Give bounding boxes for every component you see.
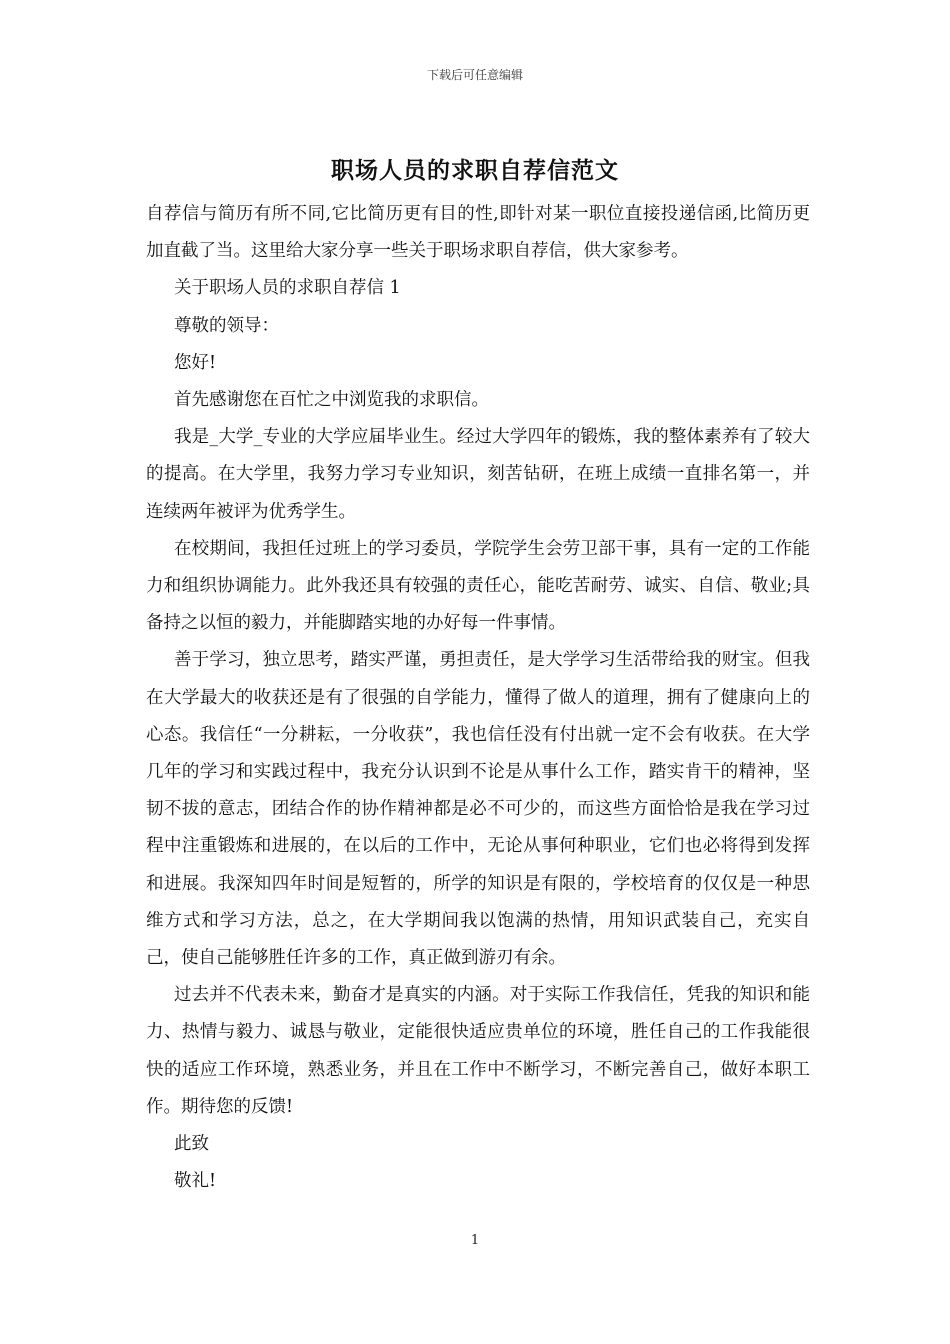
greeting: 您好!: [174, 352, 217, 373]
body-paragraph: 善于学习，独立思考，踏实严谨，勇担责任，是大学学习生活带给我的财宝。但我在大学最大的收获还是有了很强的自学能力，懂得了做人的道理，拥有了健康向上的心态。我信任“一分耕耘，一分收获”，我也信任没有付出就一定不会有收获。在大学几年的学习和实践过程中，我充分认识到不论是从事什么工作，踏实肯干的精神，坚韧不拔的意志，团结合作的协作精神都是必不可少的，而这些方面恰恰是我在学习过程中注重锻炼和进展的，在以后的工作中，无论从事何种职业，它们也必将得到发挥和进展。我深知四年时间是短暂的，所学的知识是有限的，学校培育的仅仅是一种思维方式和学习方法，总之，在大学期间我以饱满的热情，用知识武装自己，充实自己，使自己能够胜任许多的工作，真正做到游刃有余。: [146, 650, 810, 969]
header-note: 下载后可任意编辑: [426, 68, 523, 82]
closing-line: 此致: [174, 1134, 209, 1155]
closing-salute: 敬礼!: [174, 1171, 217, 1192]
body-paragraph: 我是_大学_专业的大学应届毕业生。经过大学四年的锻炼，我的整体素养有了较大的提高。在大学里，我努力学习专业知识，刻苦钻研，在班上成绩一直排名第一，并连续两年被评为优秀学生。: [146, 427, 810, 522]
intro-paragraph: 自荐信与简历有所不同,它比简历更有目的性,即针对某一职位直接投递信函,比简历更加直截了当。这里给大家分享一些关于职场求职自荐信，供大家参考。: [146, 204, 810, 262]
document-title: 职场人员的求职自荐信范文: [331, 157, 619, 184]
salutation: 尊敬的领导：: [174, 315, 279, 336]
body-paragraph: 在校期间，我担任过班上的学习委员，学院学生会劳卫部干事，具有一定的工作能力和组织协调能力。此外我还具有较强的责任心，能吃苦耐劳、诚实、自信、敬业;具备持之以恒的毅力，并能脚踏实地的办好每一件事情。: [146, 538, 810, 634]
body-paragraph: 过去并不代表未来，勤奋才是真实的内涵。对于实际工作我信任，凭我的知识和能力、热情与毅力、诚恳与敬业，定能很快适应贵单位的环境，胜任自己的工作我能很快的适应工作环境，熟悉业务，并且在工作中不断学习，不断完善自己，做好本职工作。期待您的反馈!: [146, 985, 810, 1117]
letter-heading: 关于职场人员的求职自荐信 1: [174, 278, 401, 299]
page-number: 1: [470, 1233, 480, 1248]
body-paragraph: 首先感谢您在百忙之中浏览我的求职信。: [174, 390, 489, 411]
document-body: [146, 196, 810, 1200]
